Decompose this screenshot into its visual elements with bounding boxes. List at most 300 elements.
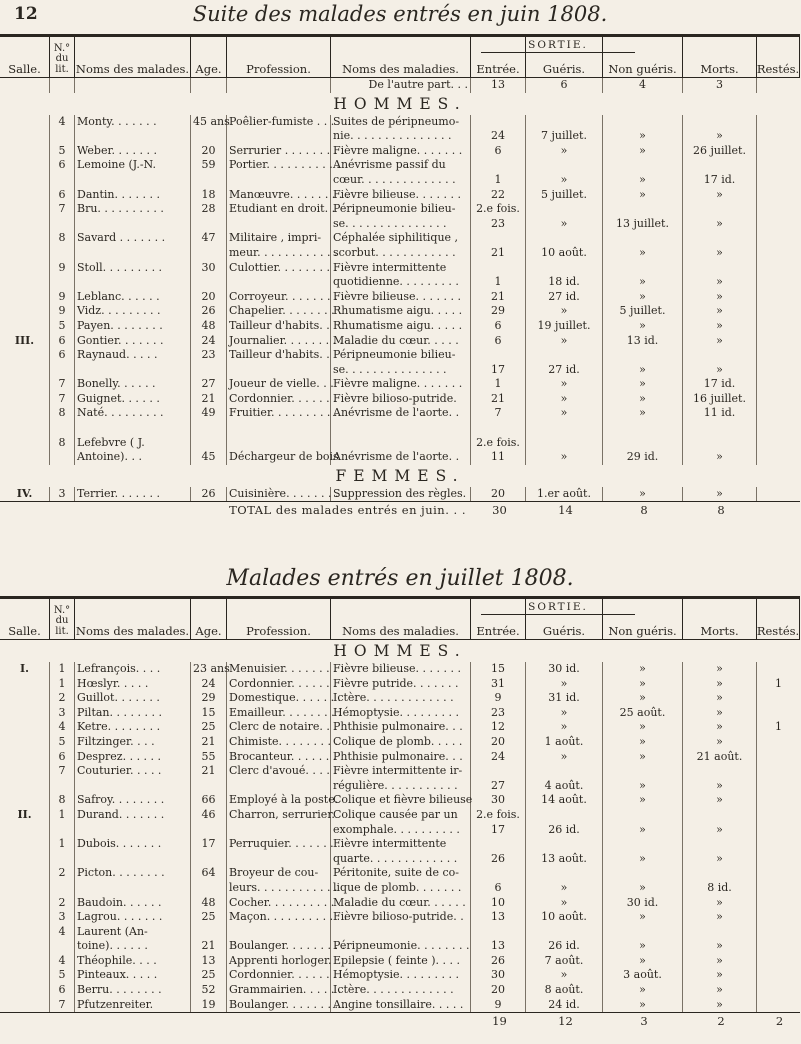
cell-morts: » bbox=[683, 290, 757, 305]
cell-age bbox=[191, 881, 227, 896]
cell-gueris bbox=[526, 837, 603, 852]
cell-maladie: Anévrisme passif du bbox=[331, 158, 471, 173]
cell-non-gueris: » bbox=[603, 173, 683, 188]
table-row bbox=[0, 823, 800, 838]
cell-salle bbox=[0, 750, 50, 765]
cell-salle bbox=[0, 852, 50, 867]
header-sortie: SORTIE. bbox=[481, 39, 635, 53]
cell-non-gueris: » bbox=[603, 983, 683, 998]
cell-gueris bbox=[526, 158, 603, 173]
cell-salle bbox=[0, 436, 50, 451]
cell-nom bbox=[75, 217, 191, 232]
cell-entree: 11 bbox=[471, 450, 526, 465]
cell-morts: 8 id. bbox=[683, 881, 757, 896]
cell-restes bbox=[757, 998, 800, 1013]
header-restes: Restés. bbox=[757, 599, 800, 639]
cell-non-gueris: » bbox=[603, 662, 683, 677]
cell-age: 48 bbox=[191, 319, 227, 334]
cell-age: 21 bbox=[191, 939, 227, 954]
cell-lit: 6 bbox=[50, 188, 75, 203]
cell-gueris: » bbox=[526, 881, 603, 896]
table-row bbox=[0, 450, 800, 465]
cell-nom: Lagrou. . . . . . . bbox=[75, 910, 191, 925]
cell-nom: Lefebvre ( J. bbox=[75, 436, 191, 451]
cell-maladie: se. . . . . . . . . . . . . . . bbox=[331, 363, 471, 378]
cell-restes bbox=[757, 217, 800, 232]
cell-morts bbox=[683, 808, 757, 823]
cell-morts bbox=[683, 764, 757, 779]
table-row bbox=[0, 144, 800, 159]
cell-morts: 17 id. bbox=[683, 173, 757, 188]
june-table-header bbox=[0, 34, 800, 78]
sum-entree: 19 bbox=[492, 1014, 507, 1029]
cell-nom: Savard . . . . . . . bbox=[75, 231, 191, 246]
cell-gueris: 1.er août. bbox=[526, 487, 603, 502]
cell-morts: » bbox=[683, 450, 757, 465]
cell-age: 66 bbox=[191, 793, 227, 808]
cell-entree: 1 bbox=[471, 173, 526, 188]
cell-non-gueris: » bbox=[603, 677, 683, 692]
cell-lit: 6 bbox=[50, 750, 75, 765]
header-non-gueris: Non guéris. bbox=[603, 37, 683, 77]
cell-lit bbox=[50, 217, 75, 232]
cell-gueris: » bbox=[526, 706, 603, 721]
cell-morts bbox=[683, 348, 757, 363]
cell-age: 49 bbox=[191, 406, 227, 421]
cell-lit: 9 bbox=[50, 290, 75, 305]
cell-restes bbox=[757, 406, 800, 421]
cell-salle bbox=[0, 939, 50, 954]
cell-morts: » bbox=[683, 793, 757, 808]
cell-maladie: Epilepsie ( feinte ). . . . bbox=[331, 954, 471, 969]
cell-restes bbox=[757, 261, 800, 276]
cell-maladie bbox=[331, 925, 471, 940]
cell-profession: Journalier. . . . . . . . . bbox=[229, 333, 344, 347]
cell-salle bbox=[0, 158, 50, 173]
cell-entree: 23 bbox=[471, 217, 526, 232]
cell-entree: 6 bbox=[471, 319, 526, 334]
cell-lit bbox=[50, 939, 75, 954]
cell-morts: » bbox=[683, 662, 757, 677]
total-label: TOTAL des malades entrés en juin. . . bbox=[229, 503, 466, 518]
cell-restes bbox=[757, 231, 800, 246]
cell-restes bbox=[757, 290, 800, 305]
cell-gueris bbox=[526, 115, 603, 130]
cell-morts: 11 id. bbox=[683, 406, 757, 421]
cell-profession: Menuisier. . . . . . . . . bbox=[229, 662, 344, 675]
cell-gueris: 10 août. bbox=[526, 246, 603, 261]
cell-non-gueris bbox=[603, 115, 683, 130]
cell-nom: Lemoine (J.-N. bbox=[75, 158, 191, 173]
table-row bbox=[0, 202, 800, 217]
cell-restes bbox=[757, 939, 800, 954]
cell-gueris: » bbox=[526, 377, 603, 392]
cell-maladie: Phthisie pulmonaire. . . bbox=[331, 720, 471, 735]
cell-profession: Perruquier. . . . . . . . bbox=[229, 837, 341, 851]
cell-non-gueris: » bbox=[603, 129, 683, 144]
table-row bbox=[0, 348, 800, 363]
cell-salle bbox=[0, 910, 50, 925]
cell-salle bbox=[0, 793, 50, 808]
header-entree: Entrée. bbox=[471, 599, 526, 639]
cell-non-gueris bbox=[603, 202, 683, 217]
cell-gueris: » bbox=[526, 304, 603, 319]
cell-non-gueris: » bbox=[603, 939, 683, 954]
cell-gueris bbox=[526, 764, 603, 779]
cell-morts: » bbox=[683, 188, 757, 203]
cell-non-gueris: » bbox=[603, 779, 683, 794]
header-noms: Noms des malades. bbox=[75, 599, 191, 639]
cell-nom: Ketre. . . . . . . . bbox=[75, 720, 191, 735]
cell-morts: 26 juillet. bbox=[683, 144, 757, 159]
cell-salle bbox=[0, 954, 50, 969]
cell-morts: 21 août. bbox=[683, 750, 757, 765]
cell-entree bbox=[471, 231, 526, 246]
header-gueris: Guéris. bbox=[526, 37, 603, 77]
cell-nom: Desprez. . . . . . bbox=[75, 750, 191, 765]
table-row bbox=[0, 852, 800, 867]
cell-lit: 1 bbox=[50, 662, 75, 677]
table-row bbox=[0, 866, 800, 881]
cell-maladie: Péripneumonie. . . . . . . . bbox=[333, 939, 470, 953]
cell-age: 23 ans bbox=[193, 662, 230, 675]
cell-profession: Chapelier. . . . . . . . . bbox=[229, 304, 342, 318]
cell-salle bbox=[0, 983, 50, 998]
july-table-header bbox=[0, 596, 800, 640]
cell-lit bbox=[50, 246, 75, 261]
carry-cell: 13 bbox=[471, 78, 526, 93]
cell-morts: » bbox=[683, 735, 757, 750]
cell-lit: 5 bbox=[50, 735, 75, 750]
cell-nom bbox=[75, 363, 191, 378]
cell-morts bbox=[683, 421, 757, 436]
cell-maladie: exomphale. . . . . . . . . . bbox=[331, 823, 471, 838]
table-row bbox=[0, 231, 800, 246]
cell-gueris: 7 août. bbox=[526, 954, 603, 969]
header-lit: N.° du lit. bbox=[50, 599, 75, 639]
cell-profession: Militaire , impri- bbox=[227, 231, 331, 246]
cell-non-gueris: » bbox=[603, 852, 683, 867]
cell-maladie: Rhumatisme aigu. . . . . bbox=[331, 304, 471, 319]
cell-gueris: » bbox=[526, 173, 603, 188]
header-salle: Salle. bbox=[0, 599, 50, 639]
header-morts: Morts. bbox=[683, 599, 757, 639]
cell-non-gueris bbox=[603, 764, 683, 779]
cell-profession: Cuisinière. . . . . . . . . bbox=[229, 486, 346, 500]
cell-profession bbox=[227, 421, 331, 436]
cell-morts bbox=[683, 837, 757, 852]
table-row bbox=[0, 334, 800, 349]
carry-cell bbox=[50, 78, 75, 93]
table-row bbox=[0, 436, 800, 451]
header-maladies: Noms des maladies. bbox=[331, 599, 471, 639]
cell-entree: 12 bbox=[471, 720, 526, 735]
cell-nom: Théophile. . . . bbox=[75, 954, 191, 969]
cell-profession: Tailleur d'habits. . bbox=[229, 318, 330, 332]
cell-gueris: 27 id. bbox=[526, 363, 603, 378]
cell-profession bbox=[227, 129, 331, 144]
section-hommes: HOMMES. bbox=[333, 642, 467, 660]
cell-salle bbox=[0, 691, 50, 706]
cell-entree: 9 bbox=[471, 691, 526, 706]
cell-maladie: cœur. . . . . . . . . . . . . . bbox=[331, 173, 471, 188]
cell-nom: Bru. . . . . . . . . . bbox=[75, 202, 191, 217]
cell-gueris: 30 id. bbox=[526, 662, 603, 677]
cell-non-gueris: » bbox=[603, 392, 683, 407]
cell-non-gueris: » bbox=[603, 910, 683, 925]
table-row bbox=[0, 188, 800, 203]
cell-lit: 4 bbox=[50, 954, 75, 969]
cell-nom: Durand. . . . . . . bbox=[75, 808, 191, 823]
cell-entree: 30 bbox=[471, 793, 526, 808]
cell-age: 25 bbox=[191, 910, 227, 925]
cell-lit: 2 bbox=[50, 896, 75, 911]
cell-gueris: 31 id. bbox=[526, 691, 603, 706]
table-row bbox=[0, 662, 800, 677]
cell-age bbox=[191, 217, 227, 232]
cell-salle bbox=[0, 677, 50, 692]
cell-age bbox=[191, 421, 227, 436]
cell-morts bbox=[683, 436, 757, 451]
total-morts: 8 bbox=[717, 503, 725, 518]
cell-maladie: Fièvre bilieuse. . . . . . . bbox=[331, 290, 471, 305]
sum-non-gueris: 3 bbox=[640, 1014, 648, 1029]
cell-maladie: Colique causée par un bbox=[331, 808, 471, 823]
cell-nom bbox=[75, 779, 191, 794]
cell-salle bbox=[0, 896, 50, 911]
table-row bbox=[0, 406, 800, 421]
cell-maladie: Fièvre intermittente bbox=[331, 837, 471, 852]
cell-age: 15 bbox=[191, 706, 227, 721]
cell-age: 24 bbox=[191, 677, 227, 692]
cell-age bbox=[191, 173, 227, 188]
cell-lit: 8 bbox=[50, 793, 75, 808]
cell-age: 17 bbox=[191, 837, 227, 852]
cell-maladie: régulière. . . . . . . . . . . bbox=[331, 779, 471, 794]
cell-non-gueris: » bbox=[603, 246, 683, 261]
cell-non-gueris: 3 août. bbox=[603, 968, 683, 983]
cell-nom: Terrier. . . . . . . bbox=[75, 487, 191, 502]
cell-lit: 6 bbox=[50, 983, 75, 998]
sum-gueris: 12 bbox=[558, 1014, 573, 1029]
cell-age: 28 bbox=[191, 202, 227, 217]
cell-restes bbox=[757, 188, 800, 203]
cell-entree: 22 bbox=[471, 188, 526, 203]
cell-entree: 9 bbox=[471, 998, 526, 1013]
cell-salle bbox=[0, 217, 50, 232]
cell-salle bbox=[0, 275, 50, 290]
cell-entree: 2.e fois. bbox=[471, 808, 526, 823]
cell-nom bbox=[75, 823, 191, 838]
cell-lit: 4 bbox=[50, 115, 75, 130]
cell-nom: Guignet. . . . . . bbox=[75, 392, 191, 407]
sums-spacer bbox=[0, 1013, 472, 1029]
cell-profession: Chimiste. . . . . . . . . bbox=[229, 734, 338, 748]
cell-morts: » bbox=[683, 363, 757, 378]
cell-restes bbox=[757, 837, 800, 852]
table-row bbox=[0, 764, 800, 779]
cell-salle: III. bbox=[0, 334, 50, 349]
cell-maladie: Céphalée siphilitique , bbox=[331, 231, 471, 246]
cell-gueris: 7 juillet. bbox=[526, 129, 603, 144]
cell-lit: 8 bbox=[50, 436, 75, 451]
carry-cell: 4 bbox=[603, 78, 683, 93]
cell-lit bbox=[50, 450, 75, 465]
cell-entree: 26 bbox=[471, 954, 526, 969]
cell-profession: Manœuvre. . . . . . . . . bbox=[229, 187, 350, 201]
cell-restes bbox=[757, 866, 800, 881]
cell-gueris bbox=[526, 261, 603, 276]
header-entree: Entrée. bbox=[471, 37, 526, 77]
cell-morts: » bbox=[683, 998, 757, 1013]
cell-age bbox=[191, 246, 227, 261]
cell-non-gueris bbox=[603, 421, 683, 436]
cell-age bbox=[191, 129, 227, 144]
table-row bbox=[0, 954, 800, 969]
cell-salle bbox=[0, 706, 50, 721]
cell-non-gueris bbox=[603, 231, 683, 246]
cell-morts: » bbox=[683, 304, 757, 319]
cell-age: 13 bbox=[191, 954, 227, 969]
cell-lit: 2 bbox=[50, 691, 75, 706]
cell-entree bbox=[471, 764, 526, 779]
cell-restes bbox=[757, 896, 800, 911]
cell-nom bbox=[75, 129, 191, 144]
cell-gueris: 10 août. bbox=[526, 910, 603, 925]
table-row bbox=[0, 129, 800, 144]
cell-lit bbox=[50, 275, 75, 290]
page-number: 12 bbox=[14, 4, 38, 24]
cell-lit bbox=[50, 129, 75, 144]
cell-age: 64 bbox=[191, 866, 227, 881]
cell-gueris: » bbox=[526, 217, 603, 232]
july-table bbox=[0, 596, 800, 1028]
cell-profession: Domestique. . . . . . . bbox=[229, 691, 342, 705]
cell-morts: » bbox=[683, 129, 757, 144]
cell-gueris: 1 août. bbox=[526, 735, 603, 750]
cell-non-gueris bbox=[603, 348, 683, 363]
cell-age: 18 bbox=[191, 188, 227, 203]
cell-gueris bbox=[526, 231, 603, 246]
cell-morts bbox=[683, 925, 757, 940]
table-row bbox=[0, 115, 800, 130]
cell-nom: Antoine). . . bbox=[75, 450, 191, 465]
cell-non-gueris: 13 juillet. bbox=[603, 217, 683, 232]
cell-salle bbox=[0, 968, 50, 983]
cell-profession: Clerc de notaire. . . bbox=[229, 720, 337, 734]
cell-gueris: 26 id. bbox=[526, 939, 603, 954]
cell-profession bbox=[227, 217, 331, 232]
cell-nom: toine). . . . . . bbox=[75, 939, 191, 954]
cell-age: 23 bbox=[191, 348, 227, 363]
cell-lit: 7 bbox=[50, 764, 75, 779]
cell-maladie: nie. . . . . . . . . . . . . . . bbox=[331, 129, 471, 144]
cell-age: 21 bbox=[191, 735, 227, 750]
cell-entree: 2.e fois. bbox=[471, 202, 526, 217]
total-gueris: 14 bbox=[558, 503, 573, 518]
cell-maladie: se. . . . . . . . . . . . . . . bbox=[331, 217, 471, 232]
cell-gueris bbox=[526, 808, 603, 823]
cell-salle bbox=[0, 837, 50, 852]
cell-age bbox=[191, 436, 227, 451]
sum-morts: 2 bbox=[717, 1014, 725, 1029]
cell-morts: » bbox=[683, 968, 757, 983]
cell-non-gueris: » bbox=[603, 363, 683, 378]
cell-entree: 17 bbox=[471, 363, 526, 378]
cell-morts: » bbox=[683, 779, 757, 794]
cell-gueris bbox=[526, 202, 603, 217]
cell-profession: Boulanger. . . . . . . . . bbox=[229, 997, 345, 1011]
cell-age: 26 bbox=[191, 487, 227, 502]
cell-restes bbox=[757, 852, 800, 867]
carry-cell: De l'autre part. . . bbox=[331, 78, 471, 93]
table-row bbox=[0, 720, 800, 735]
cell-restes bbox=[757, 115, 800, 130]
cell-entree bbox=[471, 158, 526, 173]
cell-restes bbox=[757, 173, 800, 188]
cell-non-gueris: » bbox=[603, 998, 683, 1013]
table-row bbox=[0, 779, 800, 794]
cell-age: 21 bbox=[191, 392, 227, 407]
header-salle: Salle. bbox=[0, 37, 50, 77]
cell-salle bbox=[0, 881, 50, 896]
cell-salle bbox=[0, 129, 50, 144]
cell-non-gueris: » bbox=[603, 275, 683, 290]
carry-cell bbox=[191, 78, 227, 93]
cell-gueris: » bbox=[526, 677, 603, 692]
cell-age: 19 bbox=[191, 998, 227, 1013]
cell-salle bbox=[0, 115, 50, 130]
table-row bbox=[0, 217, 800, 232]
cell-salle: I. bbox=[0, 662, 50, 677]
cell-profession bbox=[227, 436, 331, 451]
cell-lit: 3 bbox=[50, 706, 75, 721]
cell-entree: 27 bbox=[471, 779, 526, 794]
header-age: Age. bbox=[191, 37, 227, 77]
cell-lit: 7 bbox=[50, 202, 75, 217]
cell-age: 26 bbox=[191, 304, 227, 319]
cell-entree bbox=[471, 261, 526, 276]
cell-gueris: » bbox=[526, 720, 603, 735]
cell-gueris: 14 août. bbox=[526, 793, 603, 808]
cell-restes: 1 bbox=[775, 676, 782, 690]
cell-profession bbox=[227, 925, 331, 940]
cell-morts: » bbox=[683, 275, 757, 290]
cell-gueris: 13 août. bbox=[526, 852, 603, 867]
cell-nom: Berru. . . . . . . . bbox=[75, 983, 191, 998]
table-row bbox=[0, 275, 800, 290]
cell-maladie: Suppression des règles. bbox=[331, 487, 471, 502]
cell-morts bbox=[683, 158, 757, 173]
cell-age: 47 bbox=[191, 231, 227, 246]
cell-entree: 6 bbox=[471, 334, 526, 349]
cell-nom: Pinteaux. . . . . bbox=[75, 968, 191, 983]
cell-morts: » bbox=[683, 246, 757, 261]
cell-restes bbox=[757, 129, 800, 144]
cell-nom: Filtzinger. . . . bbox=[75, 735, 191, 750]
cell-maladie: Suites de péripneumo- bbox=[331, 115, 471, 130]
cell-restes bbox=[757, 881, 800, 896]
cell-maladie: quotidienne. . . . . . . . . bbox=[331, 275, 471, 290]
cell-non-gueris: » bbox=[603, 720, 683, 735]
cell-profession: Serrurier . . . . . . . . . bbox=[229, 143, 345, 157]
cell-lit: 4 bbox=[50, 720, 75, 735]
july-title: Malades entrés en juillet 1808. bbox=[226, 566, 574, 591]
cell-restes bbox=[757, 334, 800, 349]
cell-non-gueris bbox=[603, 866, 683, 881]
cell-restes bbox=[757, 968, 800, 983]
cell-non-gueris: » bbox=[603, 750, 683, 765]
